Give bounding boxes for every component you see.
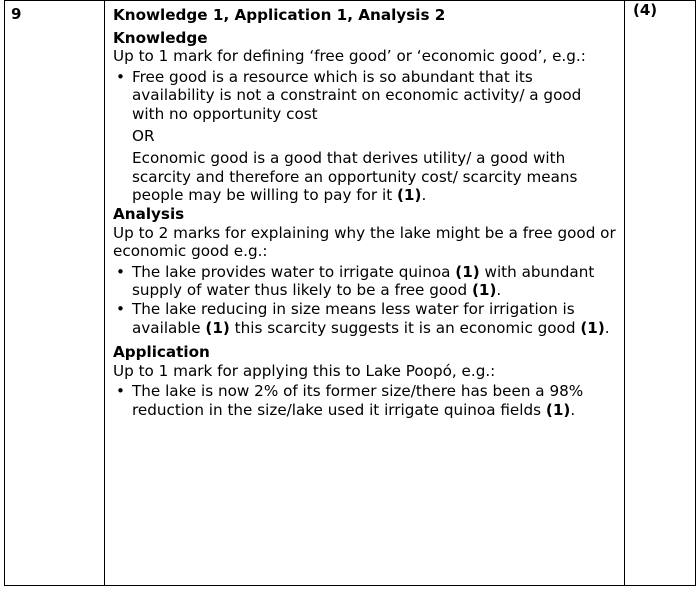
question-number-cell (5, 1, 105, 586)
bullet-icon: • (116, 299, 125, 318)
application-heading: Application (113, 343, 210, 362)
list-item (113, 263, 616, 300)
analysis-bullet-2-text-cont: this scarcity suggests it is an economic good (234, 318, 576, 337)
list-item (113, 382, 616, 419)
bullet-icon: • (116, 67, 125, 86)
analysis-bullet-1-text-cont: with abundant supply of water thus likely to be a free good (132, 262, 595, 300)
knowledge-intro: Up to 1 mark for defining ‘free good’ or ‘economic good’, e.g.: (113, 47, 586, 66)
analysis-bullet-1-text: The lake provides water to irrigate quinoa (132, 262, 451, 281)
or-separator: OR (132, 126, 155, 145)
sentence-end: . (604, 318, 610, 337)
answer-guidance-cell (105, 1, 625, 586)
total-marks: (4) (633, 1, 658, 19)
knowledge-bullets (113, 68, 616, 205)
sentence-end: . (421, 186, 427, 205)
knowledge-bullet-text: Free good is a resource which is so abundant that its availability is not a constraint on economic activity/ a good with no opportunity cost (132, 67, 582, 123)
analysis-heading: Analysis (113, 204, 185, 223)
mark-indicator: (1) (455, 262, 480, 281)
sentence-end: . (570, 400, 576, 419)
list-item (113, 68, 616, 205)
application-intro: Up to 1 mark for applying this to Lake Poopó, e.g.: (113, 361, 496, 380)
bullet-icon: • (116, 382, 125, 401)
question-row (5, 1, 696, 586)
alternative-text: Economic good is a good that derives utility/ a good with scarcity and therefore an opportunity cost/ scarcity means people may be willing to pay for it (132, 149, 578, 205)
mark-indicator: (1) (545, 400, 571, 419)
mark-indicator: (1) (580, 318, 605, 337)
mark-indicator: (1) (205, 318, 230, 337)
question-number: 9 (11, 5, 22, 23)
marks-breakdown-header: Knowledge 1, Application 1, Analysis 2 (113, 6, 446, 24)
bullet-icon: • (116, 262, 125, 281)
sentence-end: . (496, 281, 502, 300)
knowledge-heading: Knowledge (113, 28, 208, 47)
list-item (113, 300, 616, 337)
analysis-bullet-2-text: The lake reducing in size means less water for irrigation is available (132, 299, 575, 337)
marks-cell (625, 1, 696, 586)
mark-indicator: (1) (471, 281, 497, 300)
answer-guidance (105, 1, 624, 419)
analysis-intro: Up to 2 marks for explaining why the lake might be a free good or economic good e.g.: (113, 223, 616, 261)
mark-indicator: (1) (396, 186, 422, 205)
mark-scheme-table (4, 0, 696, 586)
application-bullets (113, 382, 616, 419)
knowledge-alternative (132, 149, 616, 205)
application-bullet-text: The lake is now 2% of its former size/there has been a 98% reduction in the size/lake used it irrigate quinoa fields (132, 382, 584, 419)
analysis-bullets (113, 263, 616, 337)
